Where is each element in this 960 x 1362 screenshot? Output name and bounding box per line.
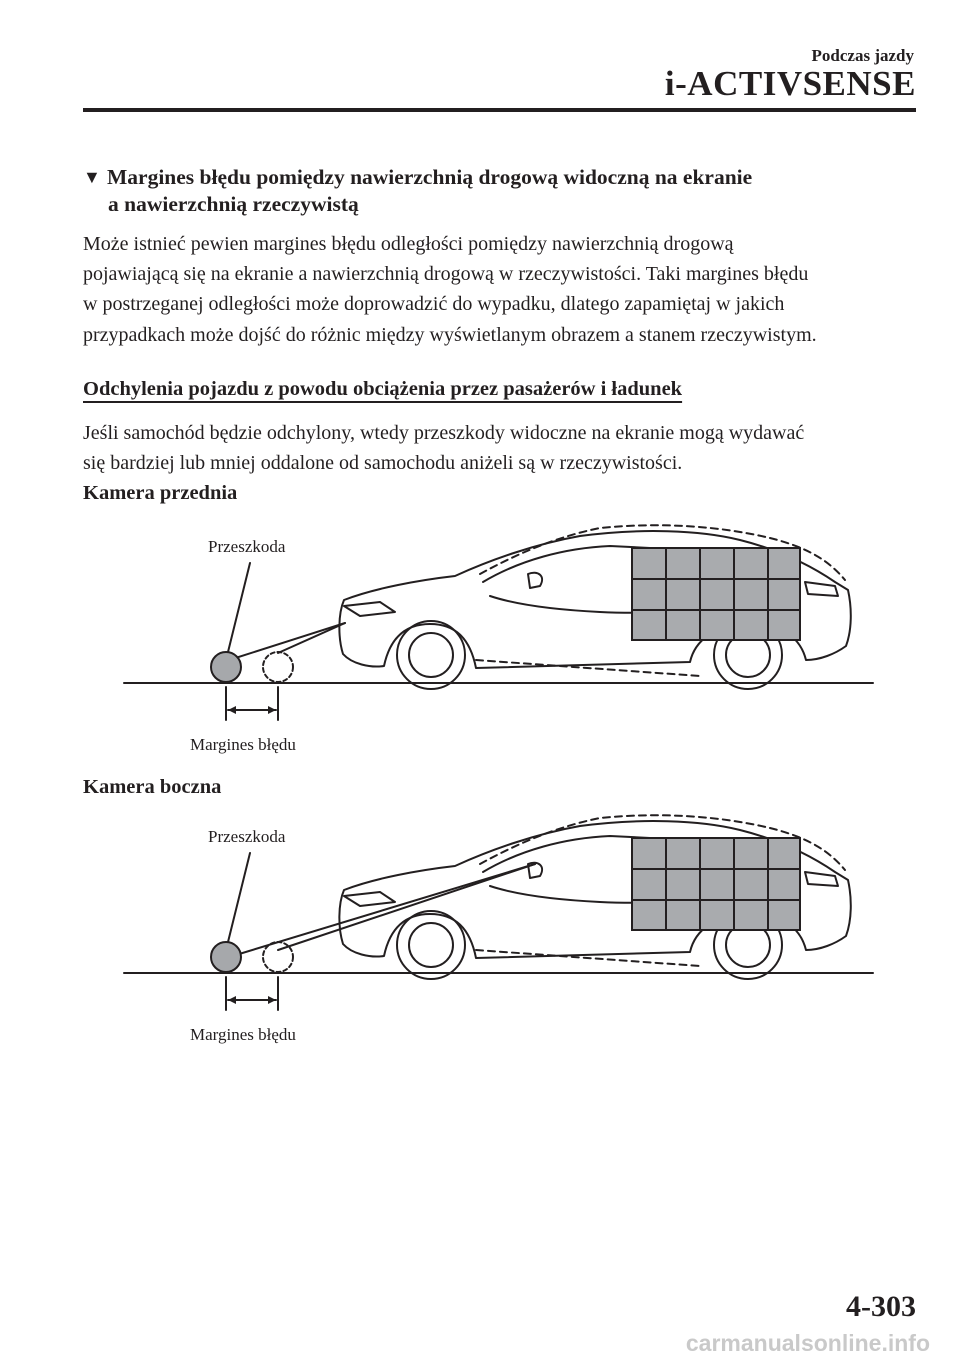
watermark: carmanualsonline.info	[685, 1330, 930, 1356]
obstacle-actual	[211, 942, 241, 972]
obstacle-displayed	[263, 942, 293, 972]
intro-line: przypadkach może dojść do różnic między wyświetlanym obrazem a stanem rzeczywistym.	[83, 323, 817, 346]
car-headlight	[344, 892, 395, 906]
obstacle-leader-line	[228, 853, 250, 942]
front-camera-diagram	[0, 510, 960, 770]
subsection-heading: Odchylenia pojazdu z powodu obciążenia przez pasażerów i ładunek	[83, 378, 683, 400]
obstacle-label: Przeszkoda	[208, 537, 286, 556]
subsection-line: się bardziej lub mniej oddalone od samochodu aniżeli są w rzeczywistości.	[83, 452, 683, 475]
front-camera-title: Kamera przednia	[83, 482, 238, 504]
obstacle-displayed	[263, 652, 293, 682]
intro-line: w postrzeganej odległości może doprowadzić do wypadku, dlatego zapamiętaj w jakich	[83, 293, 785, 316]
subsection-paragraph	[83, 418, 923, 478]
section-heading-line-1: Margines błędu pomiędzy nawierzchnią drogową widoczną na ekranie	[107, 165, 753, 189]
cargo-load	[632, 838, 800, 930]
camera-ray-actual	[226, 623, 345, 661]
car-mirror	[528, 573, 542, 588]
camera-ray-displayed	[278, 864, 535, 950]
header-rule	[83, 108, 916, 112]
front-wheel	[397, 621, 465, 689]
page-number: 4-303	[846, 1290, 916, 1323]
front-wheel-hub	[409, 923, 453, 967]
section-heading-line-2: a nawierzchnią rzeczywistą	[108, 192, 359, 216]
cargo-load	[632, 548, 800, 640]
triangle-bullet-icon: ▼	[83, 167, 101, 187]
chapter-label: Podczas jazdy	[811, 46, 914, 65]
obstacle-leader-line	[228, 563, 250, 652]
side-camera-title: Kamera boczna	[83, 776, 222, 798]
subsection-line: Jeśli samochód będzie odchylony, wtedy przeszkody widoczne na ekranie mogą wydawać	[83, 422, 805, 444]
car-tail-light	[805, 872, 838, 886]
car-tail-light	[805, 582, 838, 596]
margin-of-error-label: Margines błędu	[190, 1025, 296, 1044]
intro-line: Może istnieć pewien margines błędu odległości pomiędzy nawierzchnią drogową	[83, 233, 734, 255]
section-heading	[83, 164, 913, 218]
obstacle-label: Przeszkoda	[208, 827, 286, 846]
intro-line: pojawiającą się na ekranie a nawierzchnią drogową w rzeczywistości. Taki margines błędu	[83, 263, 809, 286]
front-wheel	[397, 911, 465, 979]
side-camera-diagram	[0, 800, 960, 1060]
front-wheel-hub	[409, 633, 453, 677]
page-title: i-ACTIVSENSE	[664, 64, 916, 103]
camera-ray-displayed	[278, 623, 345, 653]
car-headlight	[344, 602, 395, 616]
intro-paragraph	[83, 229, 923, 350]
margin-of-error-label: Margines błędu	[190, 735, 296, 754]
obstacle-actual	[211, 652, 241, 682]
